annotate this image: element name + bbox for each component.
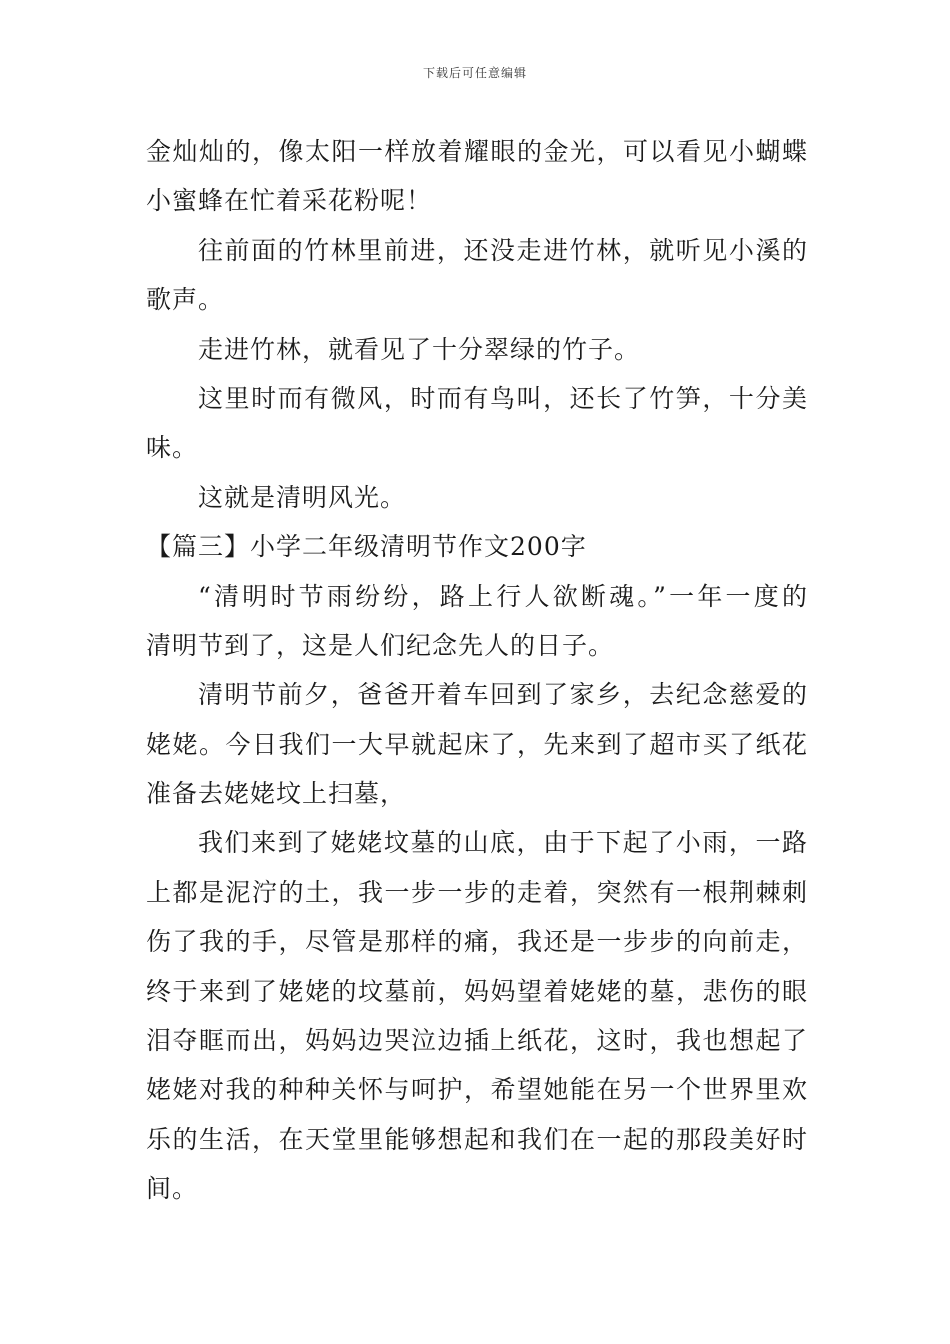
text-line: 伤了我的手，尽管是那样的痛，我还是一步步的向前走，: [146, 927, 808, 957]
section-heading: [146, 522, 808, 571]
text-line: 往前面的竹林里前进，还没走进竹林，就听见小溪的: [198, 235, 808, 265]
paragraph: [146, 127, 808, 226]
text-line: 清明节前夕，爸爸开着车回到了家乡，去纪念慈爱的: [198, 680, 808, 710]
text-line: 这就是清明风光。: [198, 482, 407, 512]
text-line: 味。: [146, 433, 199, 463]
paragraph: [146, 818, 808, 1213]
paragraph: [146, 473, 808, 522]
text-line: 金灿灿的，像太阳一样放着耀眼的金光，可以看见小蝴蝶: [146, 137, 808, 166]
text-line: “清明时节雨纷纷，路上行人欲断魂。”一年一度的: [198, 581, 808, 611]
text-line: 泪夺眶而出，妈妈边哭泣边插上纸花，这时，我也想起了: [146, 1026, 808, 1056]
text-line: 这里时而有微风，时而有鸟叫，还长了竹笋，十分美: [198, 383, 808, 413]
text-line: 乐的生活，在天堂里能够想起和我们在一起的那段美好时: [146, 1124, 808, 1154]
paragraph: [146, 226, 808, 325]
text-line: 清明节到了，这是人们纪念先人的日子。: [146, 630, 615, 660]
text-line: 间。: [146, 1174, 199, 1204]
document-body: [146, 127, 808, 1214]
text-line: 准备去姥姥坟上扫墓，: [146, 779, 407, 809]
text-line: 姥姥。今日我们一大早就起床了，先来到了超市买了纸花: [146, 729, 808, 759]
section-heading-text: 【篇三】小学二年级清明节作文200字: [146, 532, 587, 562]
paragraph: [146, 670, 808, 818]
page-header-note: 下载后可任意编辑: [422, 66, 527, 80]
paragraph: [146, 374, 808, 473]
text-line: 歌声。: [146, 285, 225, 315]
paragraph: [146, 325, 808, 374]
text-line: 上都是泥泞的土，我一步一步的走着，突然有一根荆棘刺: [146, 877, 808, 907]
text-line: 我们来到了姥姥坟墓的山底，由于下起了小雨，一路: [198, 828, 808, 858]
paragraph: [146, 572, 808, 671]
text-line: 走进竹林，就看见了十分翠绿的竹子。: [198, 334, 641, 364]
text-line: 姥姥对我的种种关怀与呵护，希望她能在另一个世界里欢: [146, 1075, 808, 1105]
text-line: 小蜜蜂在忙着采花粉呢！: [146, 186, 433, 216]
text-line: 终于来到了姥姥的坟墓前，妈妈望着姥姥的墓，悲伤的眼: [146, 976, 808, 1006]
